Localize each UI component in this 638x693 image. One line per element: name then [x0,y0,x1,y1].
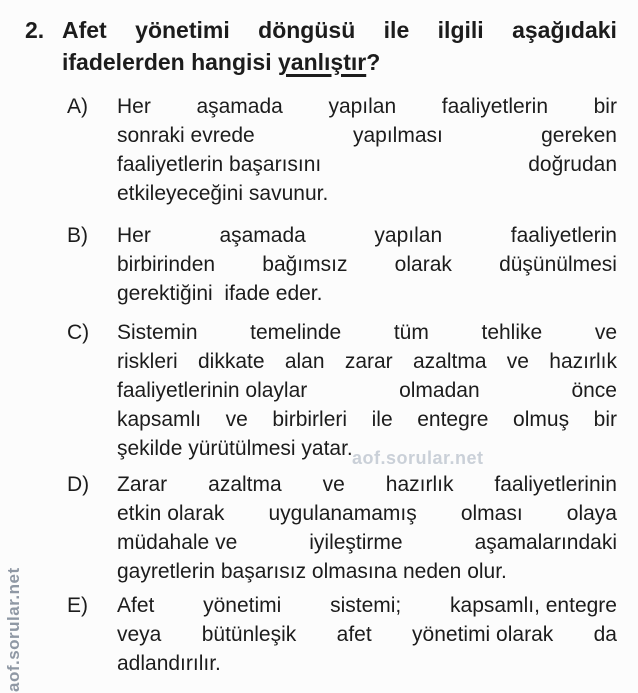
text-segment: tehlike [481,321,543,344]
option-line [117,221,617,250]
question-line-1 [62,14,617,46]
text-segment: bağımsız [262,253,348,276]
option-line [117,557,617,586]
text-segment: Afet [62,17,107,43]
text-segment: aşamalarındaki [474,531,617,554]
text-segment: doğrudan [528,153,617,176]
option-b-text [117,221,617,308]
text-segment: olarak [394,253,452,276]
text-segment: aşamada [219,224,306,247]
text-segment: ve [322,473,345,496]
text-segment: yapılması [352,124,443,147]
option-b-letter: B) [67,224,88,247]
text-segment: birbirleri [272,408,348,431]
option-d-text [117,470,617,586]
text-segment: birbirinden [117,253,216,276]
text-segment: adlandırılır. [117,652,221,675]
option-line [117,470,617,499]
text-segment: faaliyetlerin başarısını [117,153,322,176]
text-segment: bütünleşik [201,623,297,646]
text-segment: ile [371,408,393,431]
text-segment: faaliyetlerin [441,95,549,118]
option-d [67,470,617,586]
option-line [117,92,617,121]
text-segment: olaya [566,502,617,525]
option-line [117,376,617,405]
option-e [67,591,617,678]
text-segment: hazırlık [385,473,454,496]
text-segment: ve [225,408,248,431]
option-c [67,318,617,463]
text-segment: Afet [117,594,155,617]
option-a-text [117,92,617,208]
option-line [117,649,617,678]
text-segment: gereken [541,124,617,147]
text-segment: dikkate [197,350,265,373]
text-segment: aşağıdaki [512,17,617,43]
text-segment: ve [594,321,617,344]
text-segment: önce [571,379,617,402]
text-segment: ve [506,350,529,373]
text-segment: hazırlık [549,350,617,373]
text-segment: faaliyetlerin [510,224,617,247]
text-segment: Her [117,95,151,118]
text-segment: ile [383,17,410,43]
text-segment: döngüsü [258,17,356,43]
option-b [67,221,617,308]
text-segment: gerektiğini ifade eder. [117,282,323,305]
text-segment: bir [593,408,617,431]
text-segment: olması [460,502,523,525]
option-a-letter: A) [67,95,88,118]
option-line [117,179,617,208]
option-e-letter: E) [67,594,88,617]
text-segment: Her [117,224,151,247]
option-line [117,318,617,347]
options-list [67,92,617,678]
text-segment: kapsamlı [117,408,202,431]
text-segment: iyileştirme [309,531,403,554]
text-segment: kapsamlı, entegre [450,594,617,617]
text-segment: entegre [417,408,489,431]
text-segment: gayretlerin başarısız olmasına neden olur. [117,560,507,583]
watermark-vertical: aof.sorular.net [4,567,23,692]
text-segment: şekilde yürütülmesi yatar. [117,437,353,460]
text-segment: yönetimi olarak [412,623,554,646]
text-segment: Zarar [117,473,168,496]
text-segment: veya [117,623,162,646]
question-number: 2. [25,17,45,43]
text-segment: temelinde [250,321,342,344]
text-segment: tüm [393,321,429,344]
option-e-text [117,591,617,678]
text-segment: da [593,623,617,646]
option-line [117,347,617,376]
text-segment: zarar [344,350,393,373]
text-segment: düşünülmesi [499,253,617,276]
question-text [62,14,617,78]
option-d-letter: D) [67,473,90,496]
text-segment: aşamada [196,95,283,118]
text-segment: uygulanamamış [268,502,417,525]
text-segment: olmadan [399,379,480,402]
option-line [117,620,617,649]
question-line-2-prefix: ifadelerden hangisi [62,49,278,75]
option-a [67,92,617,208]
option-line [117,405,617,434]
text-segment: yapılan [374,224,443,247]
text-segment: afet [336,623,372,646]
text-segment: azaltma [412,350,487,373]
text-segment: Sistemin [117,321,198,344]
option-line [117,528,617,557]
option-line [117,499,617,528]
question-line-2 [62,46,617,78]
text-segment: etkileyeceğini savunur. [117,182,329,205]
question-header [25,14,617,78]
text-segment: ilgili [437,17,484,43]
text-segment: faaliyetlerinin [494,473,617,496]
option-c-text [117,318,617,463]
text-segment: olmuş [513,408,570,431]
text-segment: yönetimi [203,594,282,617]
option-c-letter: C) [67,321,90,344]
option-line [117,150,617,179]
option-line [117,250,617,279]
text-segment: riskleri [117,350,178,373]
text-segment: sonraki evrede [117,124,255,147]
text-segment: alan [284,350,325,373]
text-segment: müdahale ve [117,531,238,554]
option-line [117,121,617,150]
text-segment: sistemi; [330,594,402,617]
underlined-keyword: yanlıştır [278,49,367,75]
option-line [117,434,617,463]
text-segment: yapılan [328,95,397,118]
question-mark: ? [366,49,381,75]
option-line [117,591,617,620]
option-line [117,279,617,308]
text-segment: yönetimi [135,17,230,43]
text-segment: faaliyetlerinin olaylar [117,379,308,402]
text-segment: bir [593,95,617,118]
text-segment: etkin olarak [117,502,225,525]
text-segment: azaltma [208,473,282,496]
watermark-center: aof.sorular.net [352,448,484,468]
